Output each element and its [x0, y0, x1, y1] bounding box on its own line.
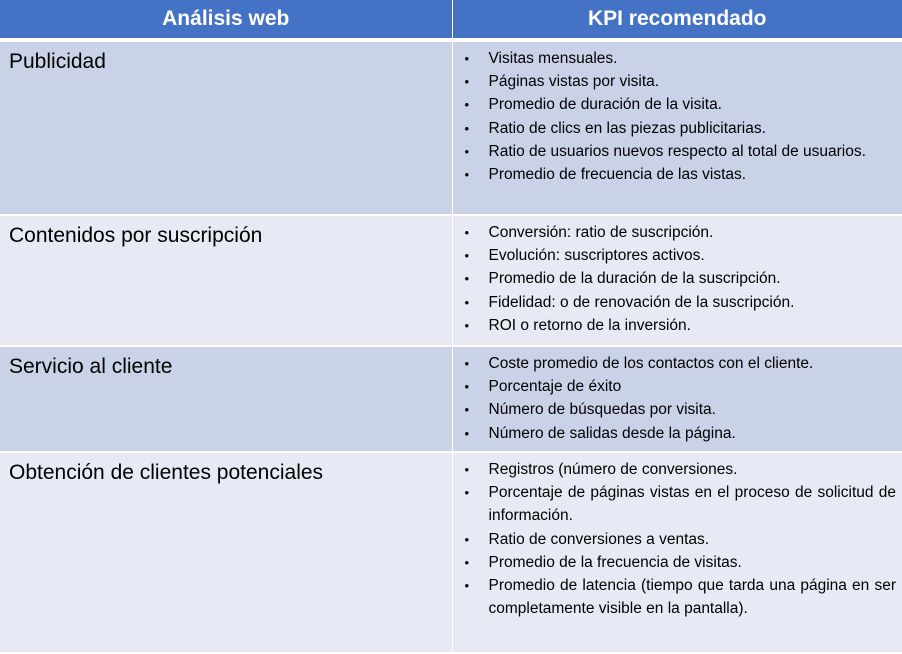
table-row [0, 346, 902, 452]
kpi-item [461, 47, 897, 70]
kpi-text: Promedio de la duración de la suscripción. [488, 270, 781, 288]
bullet-icon: • [464, 554, 470, 570]
kpi-text: Registros (número de conversiones. [488, 461, 738, 478]
header-recommended-kpi: KPI recomendado [452, 0, 902, 40]
header-web-analysis: Análisis web [0, 0, 452, 40]
kpi-list [453, 347, 902, 451]
kpi-text: ROI o retorno de la inversión. [488, 316, 691, 334]
kpi-cell [452, 40, 902, 215]
bullet-icon: • [464, 578, 470, 594]
table-row [0, 215, 902, 346]
bullet-icon: • [464, 167, 470, 183]
kpi-item [461, 528, 897, 551]
bullet-icon: • [464, 294, 470, 310]
kpi-item [461, 314, 897, 337]
area-cell [0, 346, 452, 452]
bullet-icon: • [464, 74, 470, 90]
kpi-text: Promedio de frecuencia de las vistas. [488, 166, 747, 184]
table-row [0, 40, 902, 215]
kpi-item [461, 375, 897, 398]
bullet-icon: • [464, 120, 470, 136]
bullet-icon: • [464, 51, 470, 66]
bullet-icon: • [464, 317, 470, 333]
area-label: Servicio al cliente [9, 355, 173, 378]
kpi-text: Número de salidas desde la página. [488, 424, 736, 442]
bullet-icon: • [464, 248, 470, 264]
kpi-item [461, 93, 897, 116]
bullet-icon: • [464, 402, 470, 418]
bullet-icon: • [464, 225, 470, 240]
kpi-item [461, 291, 897, 314]
area-cell [0, 40, 452, 215]
kpi-item [461, 221, 897, 244]
kpi-text: Evolución: suscriptores activos. [488, 247, 705, 265]
kpi-text: Promedio de latencia (tiempo que tarda una página en ser completamente visible en la pantalla). [488, 577, 896, 618]
kpi-item [461, 398, 897, 421]
bullet-icon: • [464, 379, 470, 395]
kpi-text: Ratio de clics en las piezas publicitarias. [488, 119, 766, 137]
area-label: Obtención de clientes potenciales [9, 461, 324, 484]
kpi-item [461, 163, 897, 186]
kpi-text: Promedio de duración de la visita. [488, 96, 722, 114]
kpi-text: Número de búsquedas por visita. [488, 401, 716, 419]
kpi-text: Visitas mensuales. [488, 50, 618, 67]
table-row [0, 452, 902, 652]
kpi-cell [452, 452, 902, 652]
bullet-icon: • [464, 143, 470, 159]
kpi-item [461, 458, 897, 481]
bullet-icon: • [464, 485, 470, 501]
kpi-text: Fidelidad: o de renovación de la suscripción. [488, 293, 795, 311]
header-row [0, 0, 902, 40]
kpi-item [461, 267, 897, 290]
bullet-icon: • [464, 462, 470, 477]
kpi-item [461, 352, 897, 375]
kpi-text: Porcentaje de páginas vistas en el proceso de solicitud de información. [488, 484, 896, 525]
bullet-icon: • [464, 356, 470, 371]
area-label: Publicidad [9, 50, 106, 73]
kpi-item [461, 244, 897, 267]
kpi-list [453, 453, 902, 626]
kpi-list [453, 216, 902, 343]
kpi-item [461, 481, 897, 527]
kpi-item [461, 117, 897, 140]
kpi-item [461, 574, 897, 620]
kpi-item [461, 422, 897, 445]
kpi-list [453, 42, 902, 192]
bullet-icon: • [464, 97, 470, 113]
kpi-item [461, 70, 897, 93]
kpi-text: Coste promedio de los contactos con el cliente. [488, 355, 814, 372]
bullet-icon: • [464, 271, 470, 287]
bullet-icon: • [464, 531, 470, 547]
area-cell [0, 215, 452, 346]
kpi-cell [452, 215, 902, 346]
kpi-text: Ratio de conversiones a ventas. [488, 530, 710, 548]
area-cell [0, 452, 452, 652]
area-label: Contenidos por suscripción [9, 224, 263, 247]
kpi-text: Promedio de la frecuencia de visitas. [488, 553, 742, 571]
bullet-icon: • [464, 425, 470, 441]
kpi-text: Páginas vistas por visita. [488, 73, 660, 91]
kpi-text: Porcentaje de éxito [488, 378, 622, 396]
kpi-item [461, 140, 897, 163]
kpi-item [461, 551, 897, 574]
kpi-text: Ratio de usuarios nuevos respecto al total de usuarios. [488, 142, 866, 160]
kpi-text: Conversión: ratio de suscripción. [488, 224, 714, 241]
kpi-cell [452, 346, 902, 452]
